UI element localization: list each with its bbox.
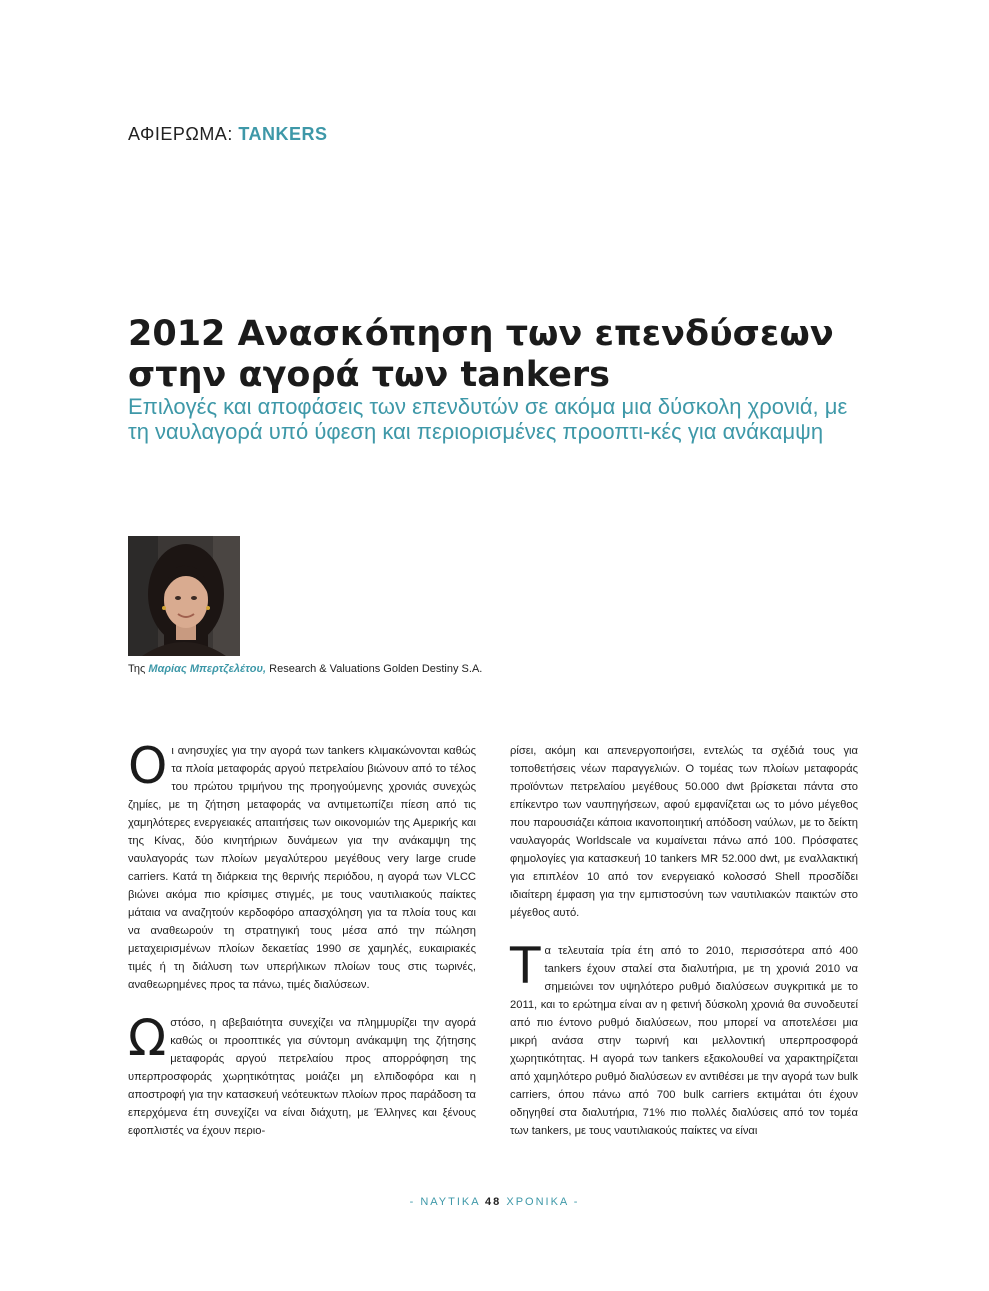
right-column bbox=[510, 742, 858, 1140]
dropcap: Ο bbox=[128, 737, 168, 795]
author-prefix: Της bbox=[128, 663, 146, 675]
section-name: ΑΦΙΕΡΩΜΑ: bbox=[128, 124, 233, 144]
paragraph bbox=[128, 1009, 476, 1140]
section-label bbox=[128, 124, 328, 145]
paragraph-text: ι ανησυχίες για την αγορά των tankers κλιμακώνονται καθώς τα πλοία μεταφοράς αργού πετρελαίου βιώνουν από το τέλος του πρώτου τριμήνου της προηγούμενης χρονιάς συνεχώς ζημίες, με τη ζήτηση μεταφοράς να αντιμετωπίζει πίεση από τις χαμηλότερες ενεργειακές απαιτήσεις των οικονομιών της Αμερικής και της Κίνας, δύο κινητήριων δυνάμεων για την ανάκαμψη της ναυλαγοράς των πλοίων μεγαλύτερου μεγέθους very large crude carriers. Κατά τη διάρκεια της θερινής περιόδου, η αγορά των VLCC βιώνει ακόμα πιο κρίσιμες στιγμές, με τους ναυτιλιακούς παίκτες μάταια να αναζητούν κερδοφόρο απασχόληση για τα πλοία τους και να αναθεωρούν τη στρατηγική τους μέσα από την πώληση μεταχειρισμένων πλοίων δεκαετίας 1990 σε χαμηλές, ευκαιριακές τιμές ή τη διάλυση των υπερήλικων πλοίων τους στις τωρινές, αναθεωρημένες προς τα πάνω, τιμές διαλύσεων. bbox=[128, 745, 476, 991]
paragraph bbox=[128, 737, 476, 994]
footer-left: - ΝΑΥΤΙΚΑ bbox=[409, 1196, 480, 1208]
paragraph bbox=[510, 937, 858, 1140]
dropcap: Ω bbox=[128, 1009, 167, 1067]
paragraph bbox=[510, 742, 858, 922]
article-title: 2012 Ανασκόπηση των επενδύσεων στην αγορά των tankers bbox=[128, 314, 834, 395]
section-topic: TANKERS bbox=[238, 124, 328, 144]
page-footer bbox=[0, 1196, 989, 1208]
paragraph-text: στόσο, η αβεβαιότητα συνεχίζει να πλημμυρίζει την αγορά καθώς οι προοπτικές για σύντομη ανάκαμψη της ζήτησης μεταφοράς αργού πετρελαίου προς απορρόφηση της υπερπροσφοράς χωρητικότητας μοιάζει μη ελπιδοφόρα και η αποστροφή για την κατασκευή νεότευκτων πλοίων προς παράδοση τα επερχόμενα έτη συνεχίζει να είναι διάχυτη, με Έλληνες και ξένους εφοπλιστές να έχουν περιο- bbox=[128, 1017, 476, 1137]
paragraph-text: ρίσει, ακόμη και απενεργοποιήσει, εντελώς τα σχέδιά τους για τοποθετήσεις νέων παραγγελιών. Ο τομέας των πλοίων μεταφοράς προϊόντων πετρελαίου μεγέθους 50.000 dwt βρίσκεται πάντα στο επίκεντρο των ναυπηγήσεων, αφού εμφανίζεται ως το μόνο μέγεθος που παρουσιάζει κάποια ικανοποιητική απόδοση ναύλων, με το δείκτη ναυλαγοράς Worldscale να κυμαίνεται πάνω από 100. Πρόσφατες φημολογίες για κατασκευή 10 tankers MR 52.000 dwt, με εναλλακτική για επιπλέον 10 από τον ενεργειακό κολοσσό Shell προσδίδει ιδιαίτερη έμφαση για την εμπιστοσύνη των ναυτιλιακών παικτών στο μέγεθος αυτό. bbox=[510, 745, 858, 919]
author-name: Μαρίας Μπερτζελέτου, bbox=[148, 663, 267, 675]
paragraph-text: α τελευταία τρία έτη από το 2010, περισσότερα από 400 tankers έχουν σταλεί στα διαλυτήρια, με τη χρονιά 2010 να σημειώνει τον υψηλότερο ρυθμό διαλύσεων συγκριτικά με το 2011, και το ερώτημα είναι αν η φετινή δύσκολη χρονιά θα συνοδευτεί από πιο έντονο ρυθμό διαλύσεων, που μπορεί να αποτελέσει μια μικρή ανάσα στην τωρινή και μελλοντική υπερπροσφορά χωρητικότητας. Η αγορά των tankers εξακολουθεί να χαρακτηρίζεται από χαμηλότερο ρυθμό διαλύσεων εν αντιθέσει με την αγορά των bulk carriers, όπου πάνω από 700 bulk carriers εκτιμάται ότι έχουν οδηγηθεί στα διαλυτήρια, 71% πιο πολλές διαλύσεις από τον τομέα των tankers, με τους ναυτιλιακούς παίκτες να είναι bbox=[510, 945, 858, 1137]
footer-right: ΧΡΟΝΙΚΑ - bbox=[506, 1196, 580, 1208]
dropcap: Τ bbox=[510, 937, 541, 995]
author-portrait-illustration bbox=[128, 536, 240, 656]
author-credit bbox=[128, 663, 482, 675]
left-column bbox=[128, 737, 476, 1140]
author-affiliation: Research & Valuations Golden Destiny S.A. bbox=[269, 663, 483, 675]
author-photo bbox=[128, 536, 240, 656]
page-number: 48 bbox=[485, 1196, 502, 1208]
article-subtitle: Επιλογές και αποφάσεις των επενδυτών σε ακόμα μια δύσκολη χρονιά, με τη ναυλαγορά υπό ύφεση και περιορισμένες προοπτι-κές για ανάκαμψη bbox=[128, 394, 848, 444]
